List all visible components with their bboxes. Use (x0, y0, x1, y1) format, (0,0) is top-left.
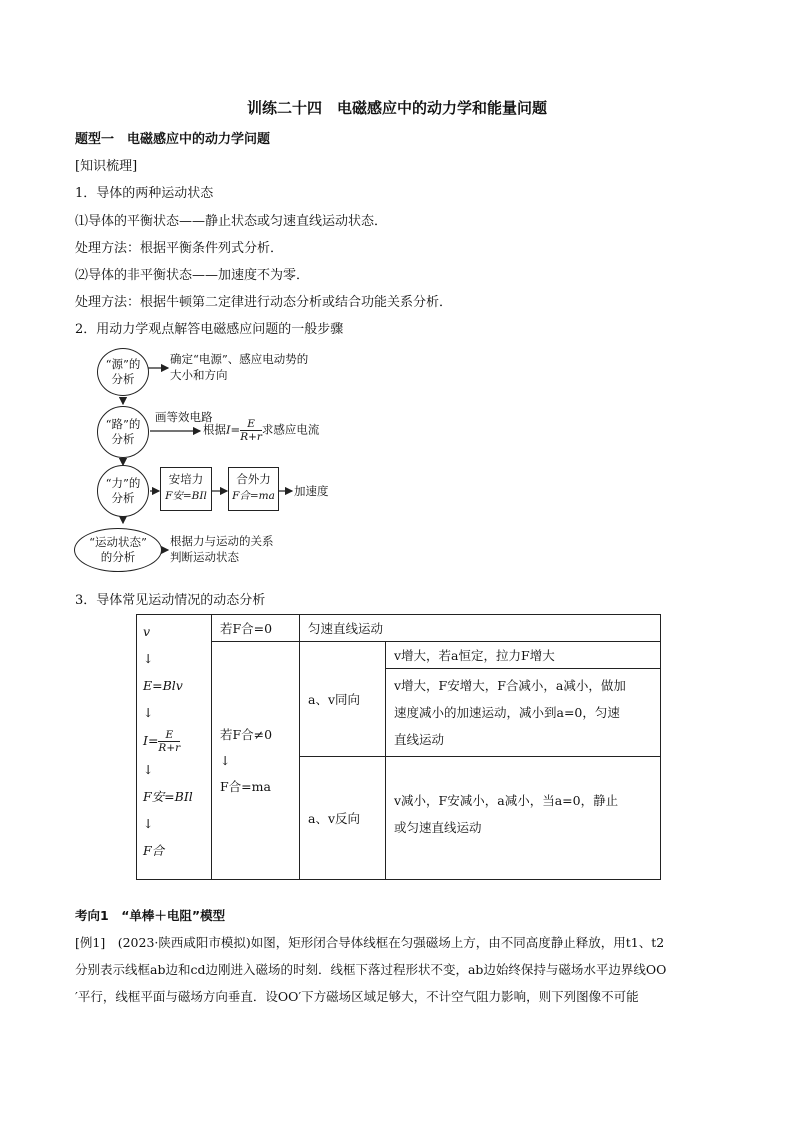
fraction-numerator: E (240, 418, 262, 431)
opp-row-line2: 或匀速直线运动 (394, 820, 482, 835)
page-title: 训练二十四 电磁感应中的动力学和能量问题 (246, 99, 547, 117)
flow-diagram (70, 345, 370, 575)
item-3: 3．导体常见运动情况的动态分析 (75, 593, 266, 608)
node-source-analysis (97, 348, 149, 396)
source-result-text (170, 351, 308, 383)
item-1-1: ⑴导体的平衡状态——静止状态或匀速直线运动状态． (75, 214, 388, 229)
motion-judgement-text (170, 533, 274, 565)
current-formula-suffix: 求感应电流 (261, 422, 320, 437)
node-source-line1: “源”的 (105, 357, 141, 371)
method-1: 处理方法：根据平衡条件列式分析． (75, 241, 284, 256)
motion-analysis-table (136, 614, 661, 880)
chain-current-symbol: I= (143, 733, 159, 748)
net-force-formula: F合=ma (232, 490, 275, 502)
node-circuit-line1: “路”的 (105, 417, 141, 431)
opposite-direction-row (386, 757, 661, 880)
source-result-line2: 大小和方向 (170, 368, 228, 382)
item-1: 1．导体的两种运动状态 (75, 186, 214, 201)
net-force-box (228, 467, 279, 511)
chain-ampere-force: F安=BIl (143, 789, 193, 804)
uniform-motion-cell: 匀速直线运动 (300, 615, 661, 642)
kaoxiang-heading: 考向1 “单棒＋电阻”模型 (75, 908, 226, 923)
case-zero-cell: 若F合=0 (212, 615, 300, 642)
chain-v: v (143, 624, 151, 639)
same-row2-line1: v增大，F安增大，F合减小，a减小，做加 (394, 678, 626, 693)
case-nonzero-arrow: ↓ (220, 752, 231, 768)
opp-row-line1: v减小，F安减小，a减小，当a=0，静止 (394, 793, 619, 808)
item-2: 2．用动力学观点解答电磁感应问题的一般步骤 (75, 322, 344, 337)
current-formula-prefix: 根据 (203, 422, 226, 437)
case-nonzero-condition: 若F合≠0 (220, 726, 273, 742)
motion-judgement-line1: 根据力与运动的关系 (170, 534, 274, 548)
fraction-denominator: R+r (240, 431, 262, 443)
current-fraction (240, 418, 262, 443)
node-force-line2: 分析 (111, 491, 135, 505)
same-direction-cell: a、v同向 (300, 642, 386, 757)
node-force-analysis (97, 465, 149, 517)
chain-arrow-1: ↓ (143, 651, 154, 666)
current-formula-text (203, 418, 319, 443)
node-circuit-analysis (97, 406, 149, 458)
knowledge-label: [知识梳理] (75, 159, 138, 174)
ampere-force-box (160, 467, 212, 511)
case-nonzero-equation: F合=ma (220, 778, 271, 794)
equivalent-circuit-label: 画等效电路 (155, 410, 213, 424)
opposite-direction-cell: a、v反向 (300, 757, 386, 880)
current-formula-symbol: I (226, 422, 231, 437)
chain-current-fraction (158, 729, 180, 754)
chain-current (143, 726, 205, 756)
node-motion-line2: 的分析 (100, 550, 136, 564)
ampere-force-title: 安培力 (168, 472, 204, 486)
chain-arrow-2: ↓ (143, 705, 154, 720)
motion-judgement-line2: 判断运动状态 (170, 550, 239, 564)
example-line-3: ′平行，线框平面与磁场方向垂直．设OO′下方磁场区域足够大，不计空气阻力影响，则下列图像不可能 (75, 989, 639, 1004)
same-row2-line2: 速度减小的加速运动，减小到a=0，匀速 (394, 705, 620, 720)
derivation-chain-cell (137, 615, 212, 880)
case-nonzero-cell (212, 642, 300, 880)
acceleration-text: 加速度 (294, 484, 329, 498)
chain-net-force: F合 (143, 843, 165, 858)
method-2: 处理方法：根据牛顿第二定律进行动态分析或结合功能关系分析． (75, 295, 453, 310)
item-1-2: ⑵导体的非平衡状态——加速度不为零． (75, 268, 310, 283)
section-heading: 题型一 电磁感应中的动力学问题 (75, 132, 271, 147)
same-direction-row1: v增大，若a恒定，拉力F增大 (386, 642, 661, 669)
chain-arrow-3: ↓ (143, 762, 154, 777)
chain-emf: E=Blv (143, 678, 183, 693)
example-line-1: [例1] (2023·陕西咸阳市模拟)如图，矩形闭合导体线框在匀强磁场上方，由不同高度静止释放，用t1、t2 (75, 935, 665, 950)
example-line-2: 分别表示线框ab边和cd边刚进入磁场的时刻．线框下落过程形状不变，ab边始终保持与磁场水平边界线OO (75, 962, 667, 977)
chain-fraction-denominator: R+r (158, 742, 181, 754)
net-force-title: 合外力 (236, 472, 271, 486)
node-source-line2: 分析 (111, 372, 135, 386)
same-row2-line3: 直线运动 (394, 732, 445, 747)
chain-arrow-4: ↓ (143, 816, 154, 831)
same-direction-row2 (386, 669, 661, 757)
current-formula-equals: = (230, 422, 241, 437)
node-motion-state-analysis (74, 528, 162, 572)
node-motion-line1: “运动状态” (89, 535, 147, 549)
ampere-force-formula: F安=BIl (165, 490, 207, 502)
source-result-line1: 确定“电源”、感应电动势的 (170, 352, 309, 366)
node-force-line1: “力”的 (105, 476, 141, 490)
node-circuit-line2: 分析 (111, 432, 135, 446)
chain-fraction-numerator: E (158, 729, 180, 742)
